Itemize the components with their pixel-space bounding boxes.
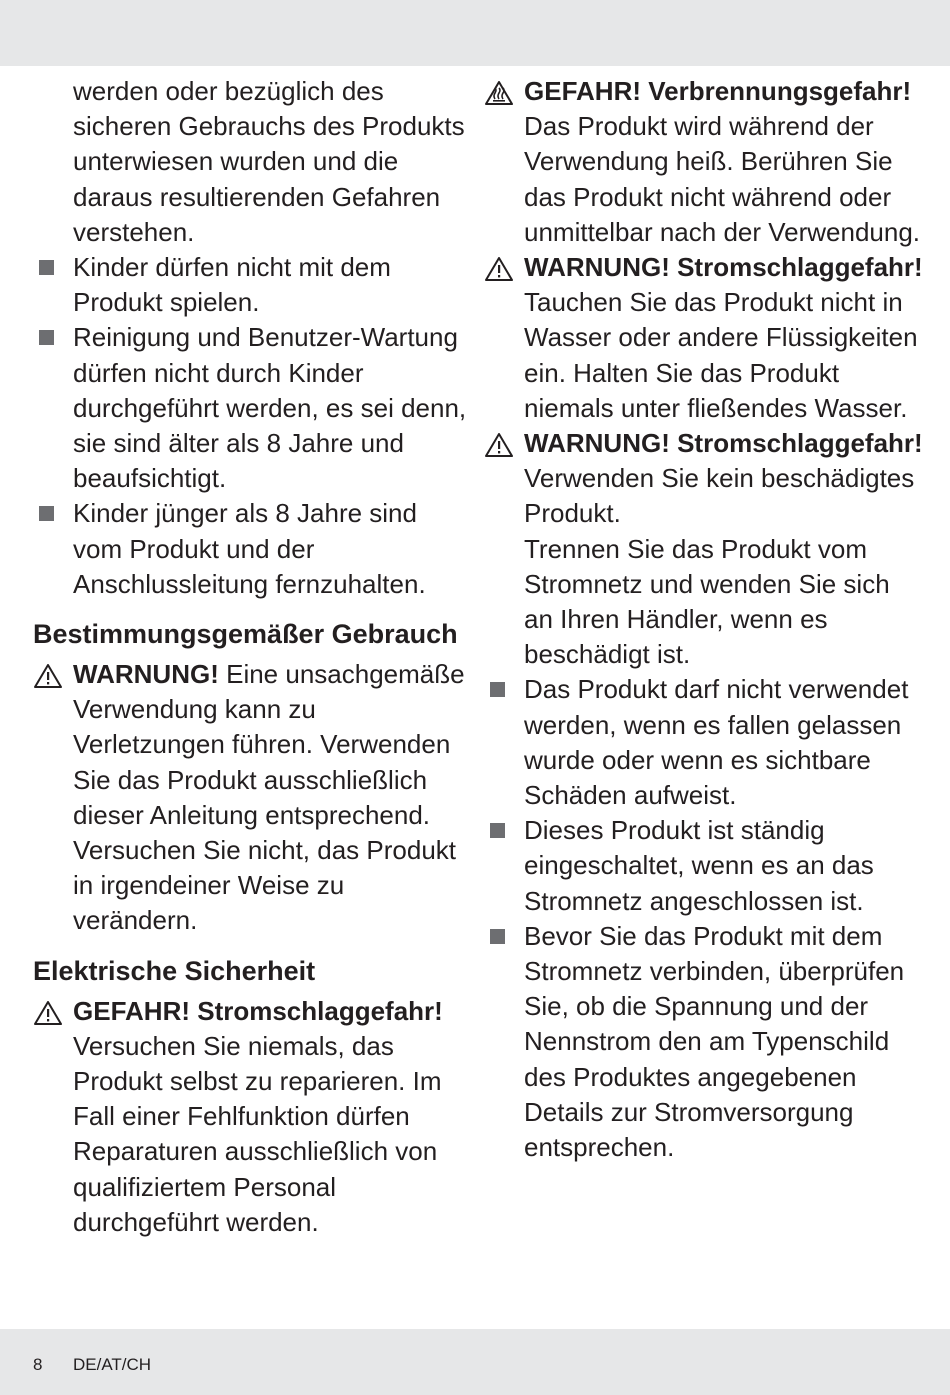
square-bullet-icon — [39, 506, 54, 521]
left-column — [33, 74, 473, 1240]
list-item: Das Produkt darf nicht verwendet werden, wenn es fallen gelassen wurde oder wenn es sichtbare Schäden aufweist. — [484, 672, 924, 813]
damaged-followup: Trennen Sie das Produkt vom Stromnetz und wenden Sie sich an Ihren Händler, wenn es beschädigt ist. — [524, 533, 890, 670]
warning-damaged: WARNUNG! Stromschlaggefahr! Verwenden Sie kein beschädigtes Produkt. — [484, 426, 924, 532]
square-bullet-icon — [490, 929, 505, 944]
square-bullet-icon — [39, 330, 54, 345]
warning-triangle-icon — [33, 1000, 63, 1026]
section-heading-electrical-safety: Elektrische Sicherheit — [33, 955, 316, 986]
danger-electric-shock: GEFAHR! Stromschlaggefahr! Versuchen Sie niemals, das Produkt selbst zu reparieren. Im Fall einer Fehlfunktion dürfen Reparaturen ausschließlich von qualifiziertem Personal durchgeführt werden. — [33, 994, 473, 1240]
warning-triangle-icon — [33, 663, 63, 689]
danger-burn: GEFAHR! Verbrennungsgefahr! Das Produkt wird während der Verwendung heiß. Berühren Sie das Produkt nicht während oder unmittelbar nach der Verwendung. — [484, 74, 924, 250]
warning-triangle-icon — [484, 432, 514, 458]
right-column — [484, 74, 924, 1165]
square-bullet-icon — [39, 260, 54, 275]
list-item: Reinigung und Benutzer-Wartung dürfen nicht durch Kinder durchgeführt werden, es sei denn, sie sind älter als 8 Jahre und beaufsichtigt. — [33, 320, 473, 496]
warning-triangle-icon — [484, 256, 514, 282]
list-item: Bevor Sie das Produkt mit dem Stromnetz verbinden, überprüfen Sie, ob die Spannung und der Nennstrom den am Typenschild des Produktes angegebenen Details zur Stromversorgung entsprechen. — [484, 919, 924, 1165]
footer-language: DE/AT/CH — [73, 1355, 152, 1374]
page-number: 8 — [33, 1355, 43, 1374]
list-item: Dieses Produkt ist ständig eingeschaltet, wenn es an das Stromnetz angeschlossen ist. — [484, 813, 924, 919]
section-heading-intended-use: Bestimmungsgemäßer Gebrauch — [33, 619, 458, 650]
square-bullet-icon — [490, 823, 505, 838]
intro-continuation: werden oder bezüglich des sicheren Gebrauchs des Produkts unterwiesen wurden und die daraus resultierenden Gefahren verstehen. — [73, 76, 465, 247]
hot-surface-warning-icon — [484, 80, 514, 106]
warning-water: WARNUNG! Stromschlaggefahr! Tauchen Sie das Produkt nicht in Wasser oder andere Flüssigkeiten ein. Halten Sie das Produkt niemals unter fließendes Wasser. — [484, 250, 924, 426]
list-item: Kinder dürfen nicht mit dem Produkt spielen. — [33, 250, 473, 320]
list-item: Kinder jünger als 8 Jahre sind vom Produkt und der Anschlussleitung fernzuhalten. — [33, 496, 473, 602]
header-band — [0, 0, 950, 66]
square-bullet-icon — [490, 682, 505, 697]
warning-intended-use: WARNUNG! Eine unsachgemäße Verwendung kann zu Verletzungen führen. Verwenden Sie das Produkt ausschließlich dieser Anleitung entsprechend. Versuchen Sie nicht, das Produkt in irgendeiner Weise zu verändern. — [33, 657, 473, 939]
